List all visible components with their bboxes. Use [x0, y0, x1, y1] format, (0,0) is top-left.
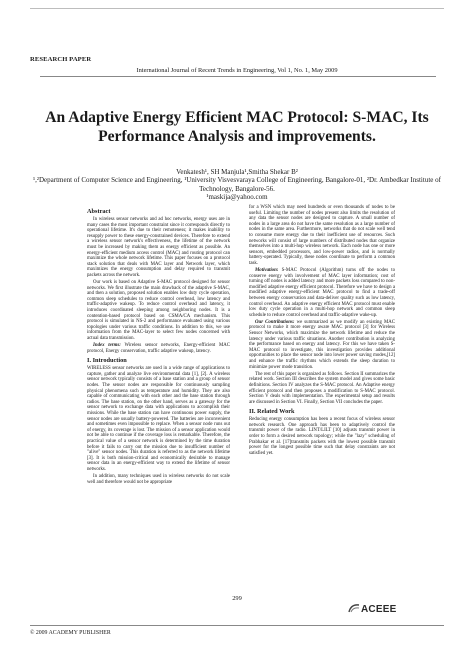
motivation-label: Motivation: [255, 268, 279, 274]
page-number: 299 [232, 595, 242, 602]
author-block [20, 168, 454, 201]
document-type-label: RESEARCH PAPER [30, 56, 92, 63]
introduction-text-2: In addition, many techniques used in wireless networks do not scale well and therefore would not be appropriate [87, 474, 230, 485]
motivation-paragraph [249, 268, 395, 318]
bottom-rule [30, 625, 444, 626]
introduction-heading: I. Introduction [87, 357, 127, 365]
organization-paragraph: The rest of this paper is organized as follows. Section II summarizes the related work. Section III describes the system model and gives some basic definitions. Section IV analyzes the S-MAC protocol. An Adaptive energy efficient protocol and then proposes a modification to S-MAC protocol. Section V deals with implementation. The experimental setup and results are discussed in Section VI. Finally, Section VII concludes the paper. [249, 371, 395, 405]
motivation-text: S-MAC Protocol (Algorithm) turns off the nodes to conserve energy with involvement of MAC layer information; cost of turning off nodes is added latency and more packets loss compared to non-modified adaptive energy efficient protocol. Therefore we have to design a modified adaptive energy-efficient MAC protocol to find a trade-off between energy conservation and data-deliver quality such as low latency, control overhead. An adaptive energy efficient MAC protocol must enable low duty cycle operation in a multi-hop network and common sleep schedule to reduce control overhead and traffic-adaptive wake-up. [249, 268, 396, 318]
related-work-text: Reducing energy consumption has been a recent focus of wireless sensor network research. One approach has been to adaptively control the transmit power of the radio. LINT/LILT [10] adjusts transmit power in order to form a desired network topology; while the "lazy" scheduling of Prabhakar et al. [17]transmits packets with the lowest possible transmit power for the longest possible time such that delay constraints are not satisfied yet. [249, 417, 395, 456]
abstract-text: In wireless sensor networks and ad hoc networks, energy uses are in many cases the most important constraint since it corresponds directly to operational lifetime. It's due to their remoteness; it makes inability to resupply power to these energy-constrained devices. Therefore to extend a wireless sensor network's effectiveness, the lifetime of the network must be increased by making them as energy efficient as possible. An energy-efficient medium access control (MAC) and routing protocol can maximize the whole network lifetime. This paper focuses on a protocol stack solution that deals with MAC layer and Network layer, which maximizes the energy consumption and delay required to transmit packets across the network. [87, 217, 230, 278]
journal-rule [40, 76, 436, 77]
author-affiliation: ¹,²Department of Computer Science and Engineering, ¹University Visvesvaraya College of Engineering, Bangalore-01, ²Dr. Ambedkar Institute of Technology, Bangalore-56. [33, 176, 441, 193]
index-terms-text: Wireless sensor networks, Energy-efficient MAC protocol, Energy conservation, traffic adaptive wakeup, latency. [87, 343, 230, 354]
top-rule [30, 8, 444, 9]
publisher-logo [348, 603, 396, 616]
paper-title: An Adaptive Energy Efficient MAC Protocol: S-MAC, Its Performance Analysis and improvements. [45, 109, 429, 145]
continued-text: for a WSN which may need hundreds or even thousands of nodes to be useful. Limiting the number of nodes present also limits the resolution of any data the sensor nodes are designed to capture. A small number of nodes in a large area do not have the same resolution as a large number of nodes in the same area. Furthermore, networks that do not scale well tend to consume more energy due to their inefficient use of resources. Such networks will consist of large numbers of distributed nodes that organize themselves into a multi-hop wireless network. Each node has one or more sensors, embedded processors, and low-power radios, and is normally battery-operated. Typically, these nodes coordinate to perform a common task. [249, 205, 395, 266]
contributions-label: Our Contributions: [255, 319, 295, 325]
logo-swirl-icon [348, 603, 360, 616]
introduction-text: WIRELESS sensor networks are used in a wide range of applications to capture, gather and analyze live environmental data [1], [2]. A wireless sensor network typically consists of a base station and a group of sensor nodes. The sensor nodes are responsible for continuously sampling physical phenomena such as temperature and humidity. They are also capable of communicating with each other and the base station through radios. The base station, on the other hand, serves as a gateway for the sensor network to exchange data with applications to accomplish their missions. While the base station can have continuous power supply, the sensor nodes are usually battery-powered. The batteries are inconvenient and sometimes even impossible to replace. When a sensor node runs out of energy, its coverage is lost. The mission of a sensor application would not be able to continue if the coverage loss is remarkable. Therefore, the practical value of a sensor network is determined by the time duration before it fails to carry out the mission due to insufficient number of "alive" sensor nodes. This duration is referred to as the network lifetime [3]. It is both mission-critical and economically desirable to manage sensor data in an energy-efficient way to extend the lifetime of sensor networks. [87, 366, 230, 472]
right-column [249, 205, 395, 458]
left-column [87, 205, 230, 487]
index-terms [87, 343, 230, 354]
abstract-text-2: Our work is based on Adaptive S-MAC protocol designed for sensor networks. We first illustrate the main drawback of the adaptive S-MAC, and then a solution, proposed solution enables low duty cycle operation, common sleep schedules to reduce control overhead, low latency and traffic-adaptive wakeup. To reduce control overhead and latency, it introduces coordinated sleeping among neighboring nodes. It is a contention-based protocol based on CSMA/CA mechanism. This protocol is simulated in NS-2 and performance evaluated using various topologies under various traffic conditions. In addition to this, we use information from the MAC-layer to select few nodes concerned with actual data transmission. [87, 280, 230, 341]
abstract-heading: Abstract [87, 208, 111, 215]
related-work-heading: II. Related Work [249, 408, 295, 416]
contributions-text: we summarized as we modify an existing MAC protocol to make it more energy aware MAC protocol [3] for Wireless Sensor Networks, which maximize the network lifetime and reduce the latency under various traffic situations. Another contribution is analyzing the performance based on energy and latency. For this we have taken S-MAC protocol to investigate, this investigation provides additional opportunities to place the sensor node into lower power saving modes,[12] and enhance the traffic rhythms which extends the sleep duration to minimize power mode transition. [249, 319, 395, 370]
logo-text: ACEEE [361, 604, 397, 615]
contributions-paragraph [249, 320, 395, 370]
journal-header: International Journal of Recent Trends in Engineering, Vol 1, No. 1, May 2009 [136, 67, 338, 74]
copyright-notice: © 2009 ACADEMY PUBLISHER [30, 630, 111, 636]
index-terms-label: Index terms: [93, 343, 121, 349]
author-names: Venkatesh¹, SH Manjula¹,Smitha Shekar B² [176, 168, 298, 176]
author-email: ¹maskija@yahoo.com [206, 192, 268, 201]
